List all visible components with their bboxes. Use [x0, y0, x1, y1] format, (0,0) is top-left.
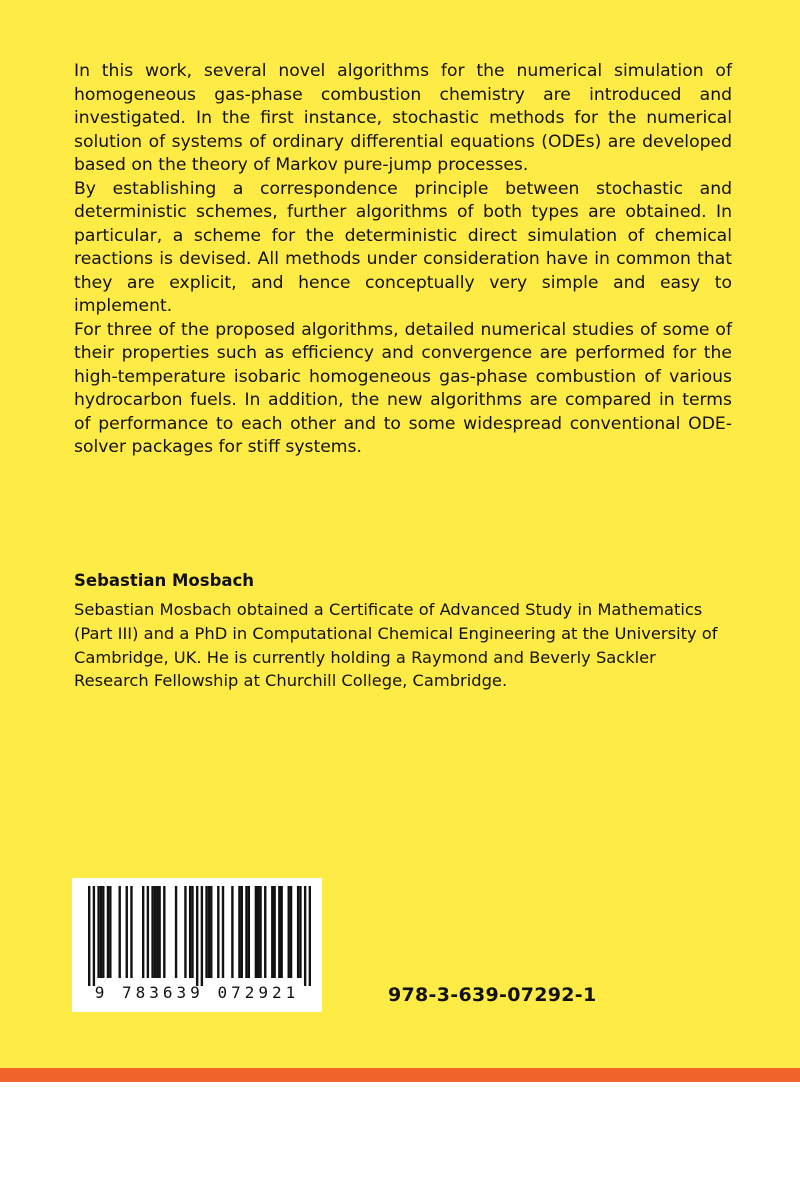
barcode-bar: [278, 886, 280, 978]
barcode-bar: [309, 886, 311, 986]
barcode-bar: [248, 886, 250, 978]
barcode-bar: [290, 886, 292, 978]
barcode-bar: [222, 886, 224, 978]
barcode-bar: [238, 886, 240, 978]
barcode-bar: [245, 886, 247, 978]
barcode-bar: [208, 886, 210, 978]
barcode-bar: [151, 886, 153, 978]
barcode-bar: [297, 886, 299, 978]
barcode-bar: [189, 886, 191, 978]
barcode: [72, 878, 322, 1012]
barcode-bar: [142, 886, 144, 978]
blurb-paragraph-3: For three of the proposed algorithms, detailed numerical studies of some of their properties such as efficiency and convergence are performed for the high-temperature isobaric homogeneous gas-phase combustion of various hydrocarbon fuels. In addition, the new algorithms are compared in terms of performance to each other and to some widespread conventional ODE-solver packages for stiff systems.: [74, 319, 732, 457]
barcode-bar: [304, 886, 306, 986]
barcode-bar: [119, 886, 121, 978]
barcode-bar: [280, 886, 282, 978]
barcode-bar: [241, 886, 243, 978]
barcode-bar: [102, 886, 104, 978]
barcode-bar: [130, 886, 132, 978]
blurb: [74, 60, 732, 460]
barcode-bar: [217, 886, 219, 978]
barcode-bar: [163, 886, 165, 978]
barcode-bar: [184, 886, 186, 978]
barcode-bar: [100, 886, 102, 978]
barcode-bar: [273, 886, 275, 978]
blurb-paragraph-2: By establishing a correspondence principle between stochastic and deterministic schemes, further algorithms of both types are obtained. In particular, a scheme for the deterministic direct simulation of chemical reactions is devised. All methods under consideration have in common that they are explicit, and hence conceptually very simple and easy to implement.: [74, 178, 732, 316]
isbn-number: 978-3-639-07292-1: [388, 984, 597, 1006]
blurb-paragraph-1: In this work, several novel algorithms for the numerical simulation of homogeneous gas-phase combustion chemistry are introduced and investigated. In the first instance, stochastic methods for the numerical solution of systems of ordinary differential equations (ODEs) are developed based on the theory of Markov pure-jump processes.: [74, 61, 732, 175]
barcode-bar: [97, 886, 99, 978]
barcode-bar: [255, 886, 257, 978]
barcode-bar: [288, 886, 290, 978]
barcode-bar: [264, 886, 266, 978]
barcode-bar: [205, 886, 207, 978]
barcode-bar: [201, 886, 203, 986]
barcode-bar: [231, 886, 233, 978]
barcode-bar: [107, 886, 109, 978]
barcode-bar: [156, 886, 158, 978]
author-name: Sebastian Mosbach: [74, 571, 255, 590]
barcode-bar: [93, 886, 95, 986]
barcode-bar: [126, 886, 128, 978]
barcode-digits: 9 783639 072921: [94, 983, 300, 1002]
barcode-bar: [210, 886, 212, 978]
barcode-bar: [299, 886, 301, 978]
barcode-bar: [196, 886, 198, 986]
barcode-bar: [259, 886, 261, 978]
barcode-bar: [88, 886, 90, 986]
orange-stripe: [0, 1068, 800, 1082]
barcode-bar: [271, 886, 273, 978]
barcode-bar: [109, 886, 111, 978]
barcode-bar: [175, 886, 177, 978]
barcode-bar: [257, 886, 259, 978]
barcode-bars: [88, 886, 311, 986]
barcode-bar: [158, 886, 160, 978]
barcode-bar: [147, 886, 149, 978]
barcode-bar: [154, 886, 156, 978]
author-bio: Sebastian Mosbach obtained a Certificate of Advanced Study in Mathematics (Part III) and a PhD in Computational Chemical Engineering at the University of Cambridge, UK. He is currently holding a Raymond and Beverly Sackler Research Fellowship at Churchill College, Cambridge.: [74, 600, 718, 691]
barcode-bar: [191, 886, 193, 978]
